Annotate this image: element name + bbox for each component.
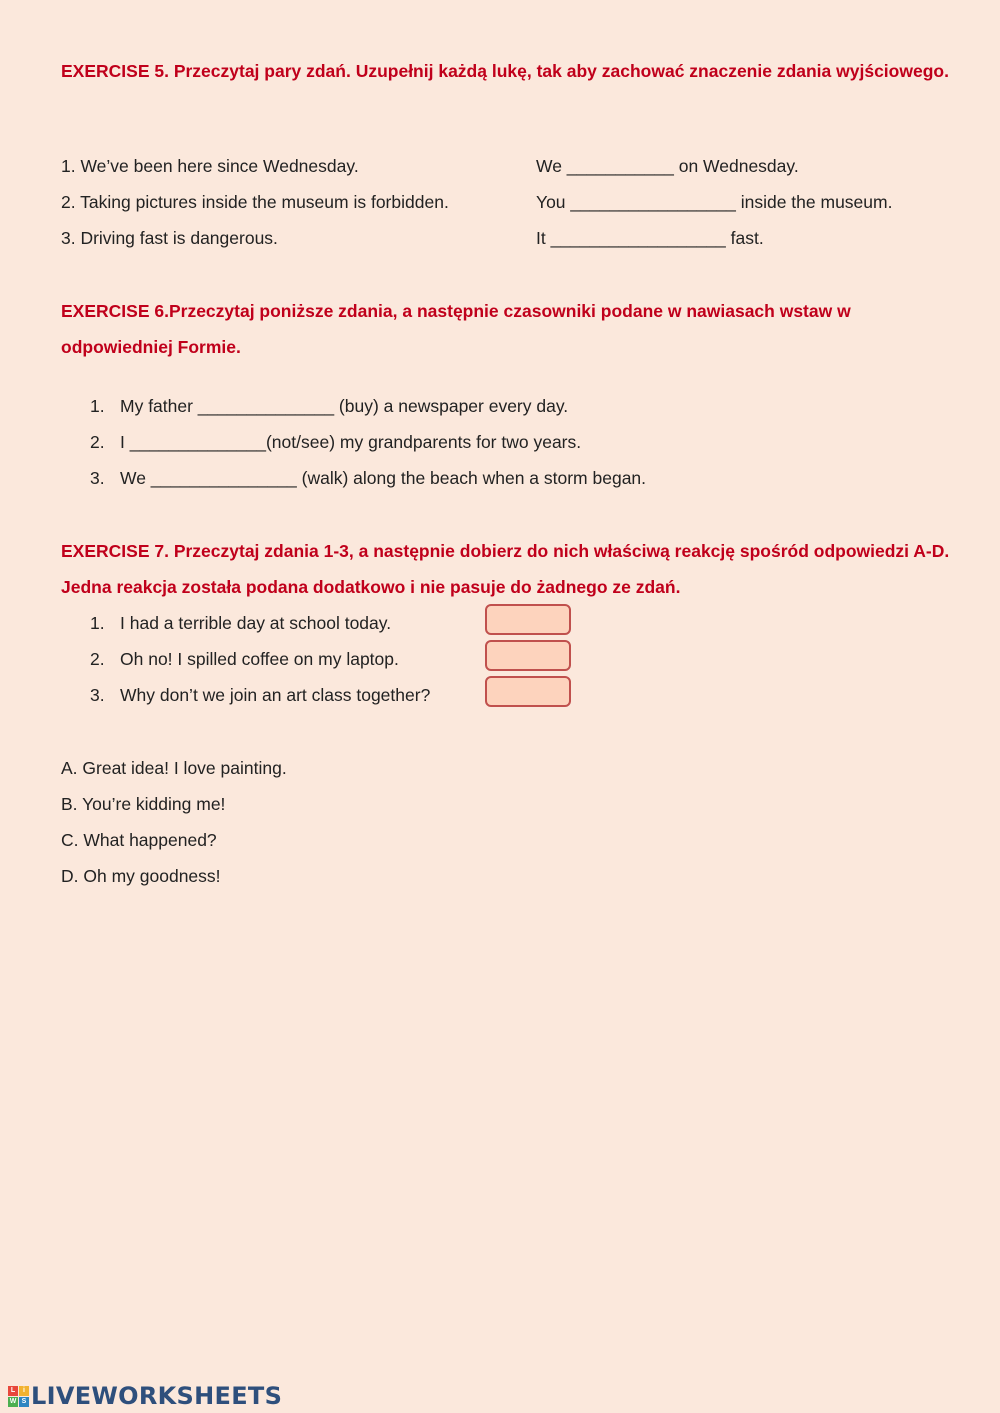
answer-box-3[interactable]: [485, 676, 571, 707]
item-number: 3.: [90, 468, 105, 488]
exercise7-heading: EXERCISE 7. Przeczytaj zdania 1-3, a następnie dobierz do nich właściwą reakcję spośród odpowiedzi A-D. Jedna reakcja została podana dodatkowo i nie pasuje do żadnego ze zdań.: [61, 541, 950, 597]
item-text: I had a terrible day at school today.: [120, 613, 392, 633]
item-number: 1.: [90, 613, 105, 633]
exercise6-heading: EXERCISE 6.Przeczytaj poniższe zdania, a następnie czasowniki podane w nawiasach wstaw w odpowiedniej Formie.: [61, 301, 851, 357]
logo-square-icon: W: [9, 1397, 17, 1405]
exercise5-rewrite-2: You _________________ inside the museum.: [536, 192, 893, 212]
exercise5-sentence-2: 2. Taking pictures inside the museum is forbidden.: [61, 192, 449, 212]
exercise5-rewrite-1: We ___________ on Wednesday.: [536, 156, 799, 176]
answer-box-2[interactable]: [485, 640, 571, 671]
exercise5-rewrite-3: It __________________ fast.: [536, 228, 764, 248]
item-number: 3.: [90, 685, 105, 705]
item-number: 1.: [90, 396, 105, 416]
exercise6-item-2: [90, 430, 581, 454]
exercise5-sentence-3: 3. Driving fast is dangerous.: [61, 228, 278, 248]
exercise7-item-2: [90, 647, 399, 671]
item-text: My father ______________ (buy) a newspaper every day.: [120, 396, 569, 416]
option-a: A. Great idea! I love painting.: [61, 758, 287, 778]
item-text: Why don’t we join an art class together?: [120, 685, 431, 705]
item-text: We _______________ (walk) along the beach when a storm began.: [120, 468, 647, 488]
option-b: B. You’re kidding me!: [61, 794, 226, 814]
logo-square-icon: L: [8, 1386, 18, 1396]
logo-square-icon: i: [19, 1386, 29, 1396]
exercise6-item-3: [90, 466, 646, 490]
option-c: C. What happened?: [61, 830, 217, 850]
item-text: I ______________(not/see) my grandparents for two years.: [120, 432, 582, 452]
liveworksheets-logo-icon: [8, 1386, 29, 1407]
logo-square-icon: S: [19, 1397, 29, 1407]
item-text: Oh no! I spilled coffee on my laptop.: [120, 649, 399, 669]
item-number: 2.: [90, 649, 105, 669]
option-d: D. Oh my goodness!: [61, 866, 221, 886]
liveworksheets-logo[interactable]: [8, 1382, 282, 1410]
logo-text: LIVEWORKSHEETS: [31, 1382, 283, 1410]
exercise7-item-1: [90, 611, 391, 635]
exercise5-sentence-1: 1. We’ve been here since Wednesday.: [61, 156, 359, 176]
exercise7-item-3: [90, 683, 430, 707]
exercise6-item-1: [90, 394, 568, 418]
exercise5-heading: EXERCISE 5. Przeczytaj pary zdań. Uzupełnij każdą lukę, tak aby zachować znaczenie zdania wyjściowego.: [61, 61, 949, 81]
item-number: 2.: [90, 432, 105, 452]
answer-box-1[interactable]: [485, 604, 571, 635]
